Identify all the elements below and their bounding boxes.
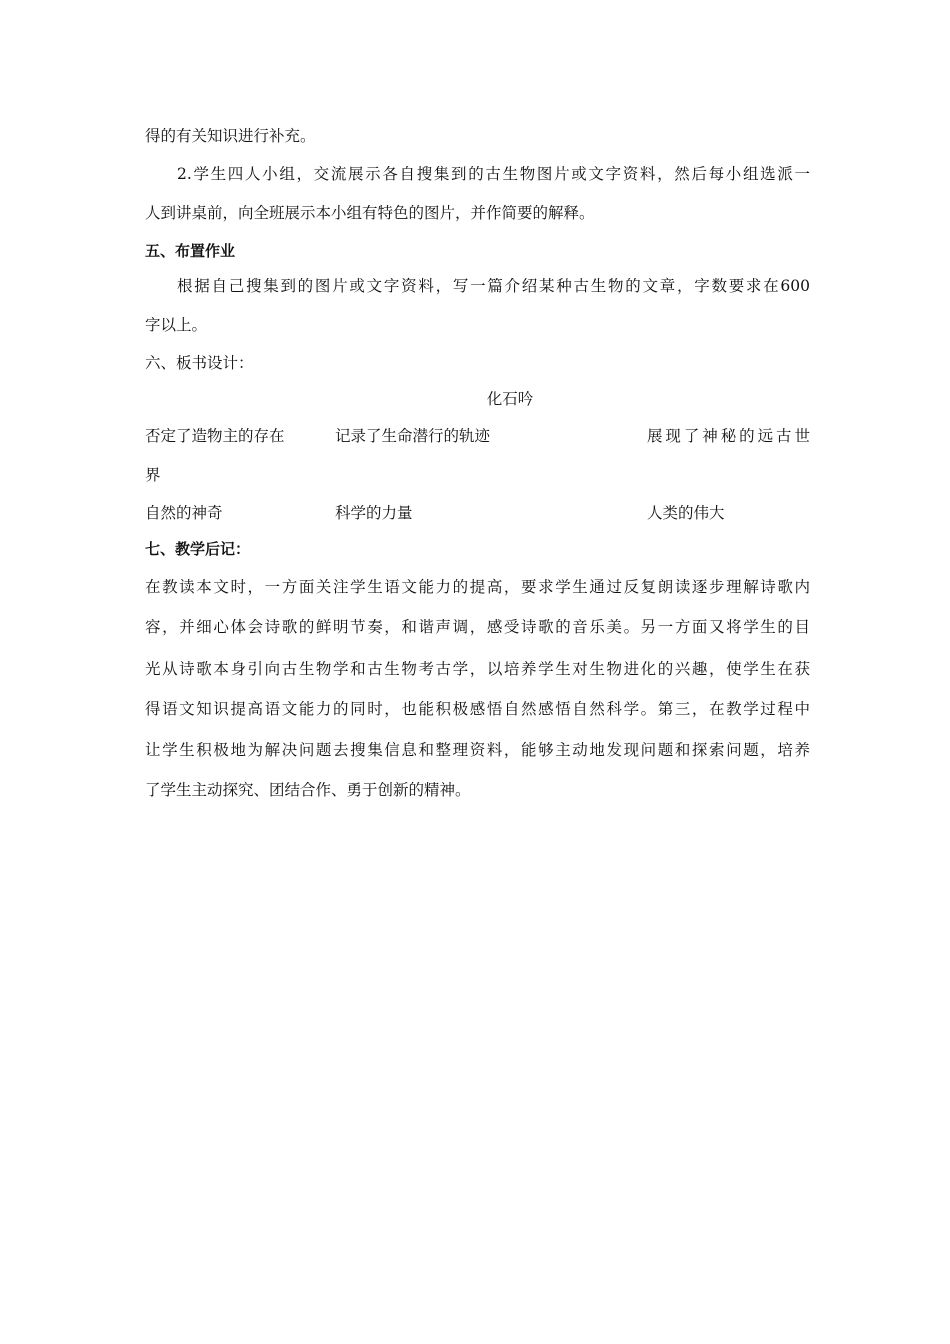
section-heading: 五、布置作业 (145, 242, 236, 260)
board-cell: 人类的伟大 (647, 504, 725, 522)
paragraph-line: 字以上。 (145, 316, 208, 334)
section-heading: 七、教学后记： (145, 540, 251, 558)
board-cell: 否定了造物主的存在 (145, 427, 285, 445)
paragraph-line: 让学生积极地为解决问题去搜集信息和整理资料，能够主动地发现问题和探索问题，培养 (145, 741, 810, 759)
paragraph-line: 容，并细心体会诗歌的鲜明节奏，和谐声调，感受诗歌的音乐美。另一方面又将学生的目 (145, 618, 810, 636)
paragraph-line: 根据自己搜集到的图片或文字资料，写一篇介绍某种古生物的文章，字数要求在600 (177, 277, 810, 295)
board-cell: 展现了神秘的远古世 (647, 427, 810, 445)
board-title: 化石吟 (486, 390, 534, 408)
paragraph-line: 人到讲桌前，向全班展示本小组有特色的图片，并作简要的解释。 (145, 204, 595, 222)
paragraph-line: 光从诗歌本身引向古生物学和古生物考古学，以培养学生对生物进化的兴趣，使学生在获 (145, 660, 810, 678)
paragraph-line: 在教读本文时，一方面关注学生语文能力的提高，要求学生通过反复朗读逐步理解诗歌内 (145, 578, 810, 596)
board-cell: 界 (145, 466, 161, 484)
board-cell: 自然的神奇 (145, 504, 223, 522)
paragraph-line: 得的有关知识进行补充。 (145, 127, 316, 145)
section-heading: 六、板书设计： (145, 354, 254, 372)
board-cell: 科学的力量 (335, 504, 413, 522)
paragraph-line: 2.学生四人小组，交流展示各自搜集到的古生物图片或文字资料，然后每小组选派一 (177, 165, 810, 183)
paragraph-line: 了学生主动探究、团结合作、勇于创新的精神。 (145, 781, 471, 799)
board-cell: 记录了生命潜行的轨迹 (335, 427, 491, 445)
paragraph-line: 得语文知识提高语文能力的同时，也能积极感悟自然感悟自然科学。第三，在教学过程中 (145, 700, 810, 718)
